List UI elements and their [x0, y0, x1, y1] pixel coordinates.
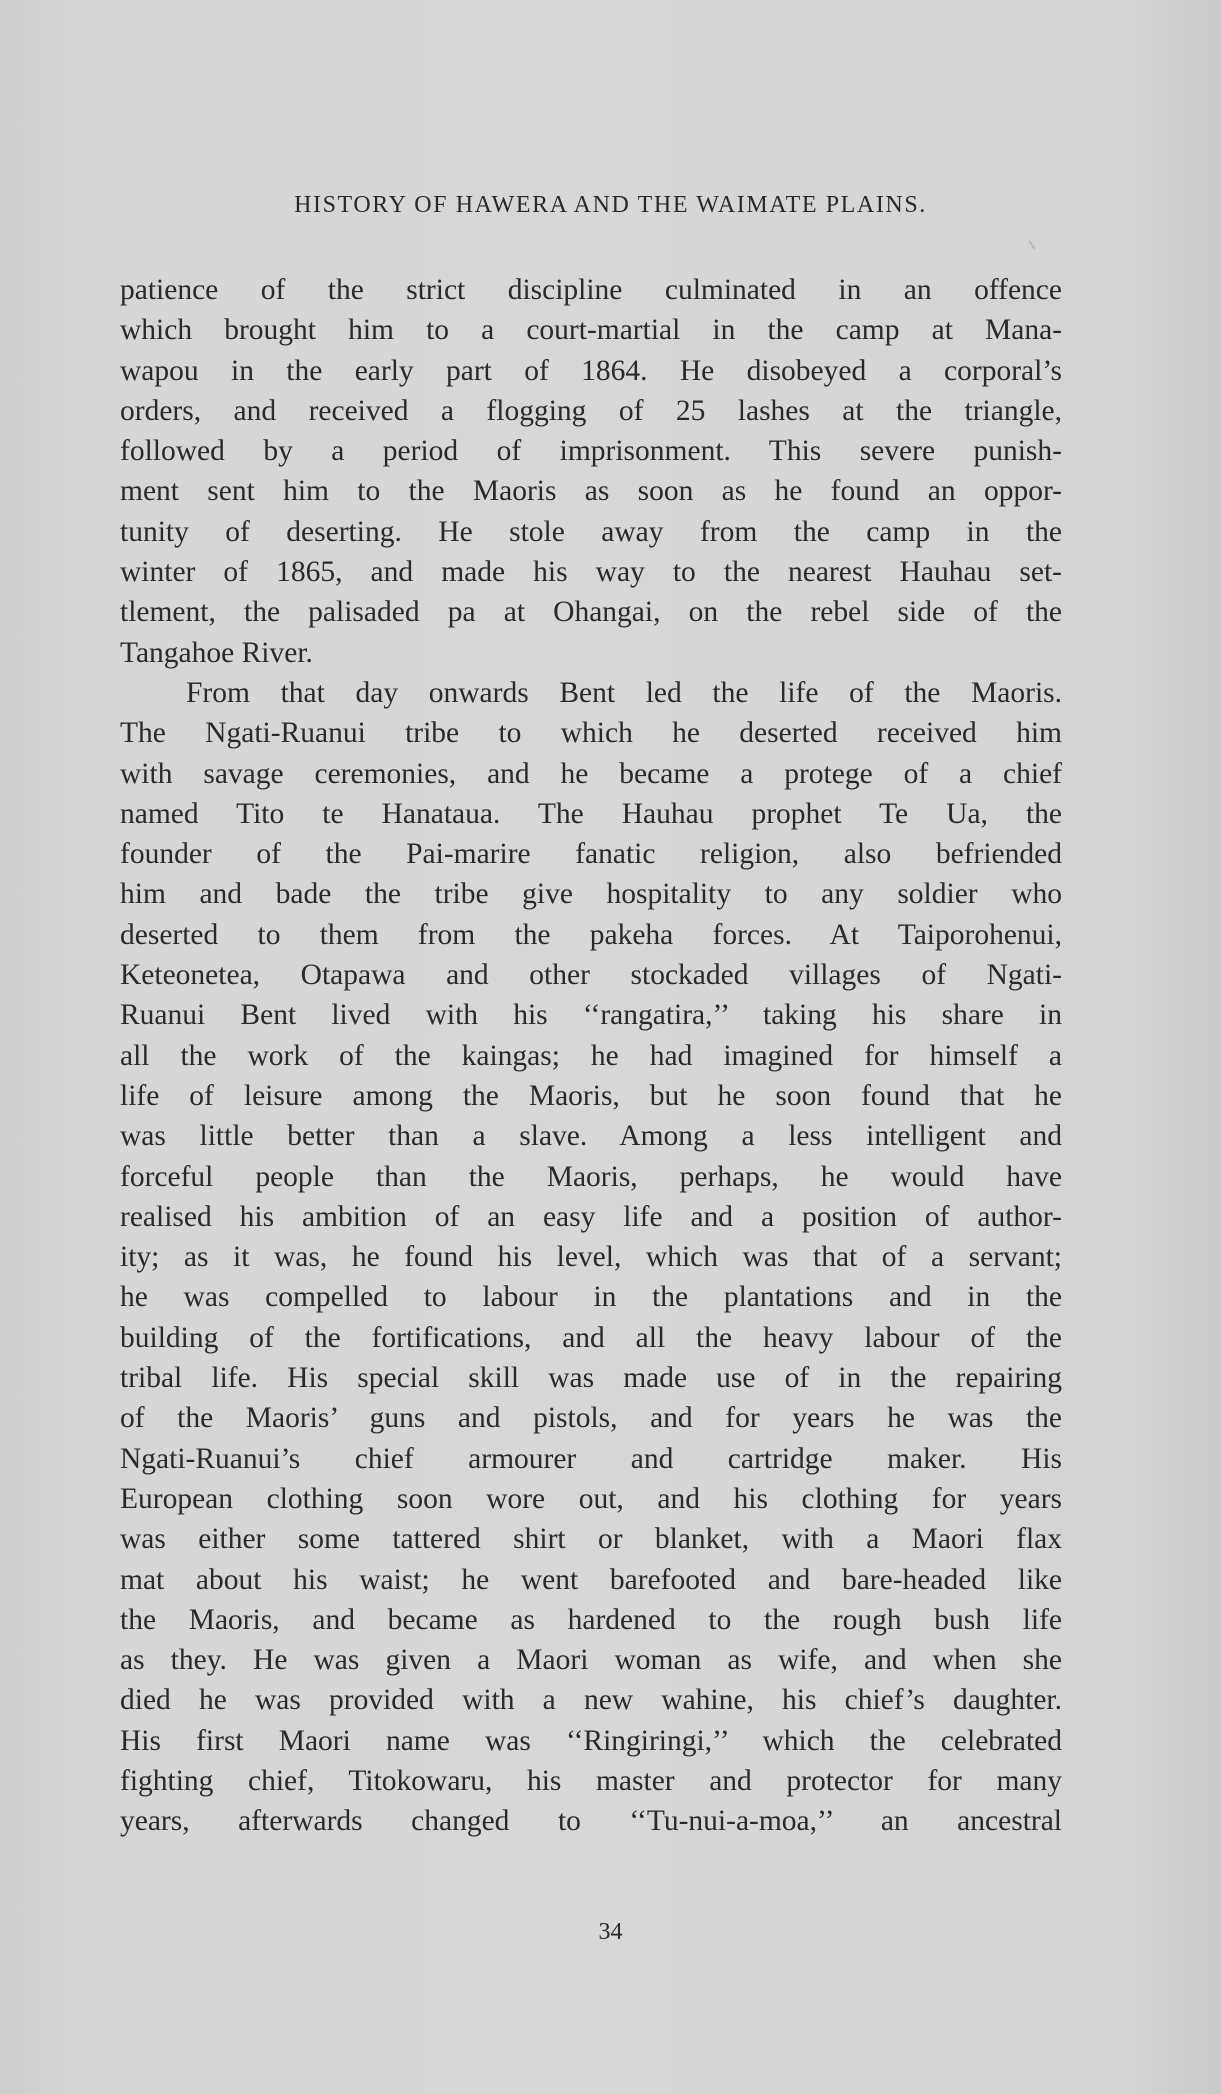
text-line: with savage ceremonies, and he became a protege of a chief	[120, 757, 1062, 790]
text-line: named Tito te Hanataua. The Hauhau prophet Te Ua, the	[120, 797, 1062, 830]
text-line: tlement, the palisaded pa at Ohangai, on the rebel side of the	[120, 596, 1062, 629]
text-line: the Maoris, and became as hardened to the rough bush life	[120, 1603, 1062, 1636]
text-line: building of the fortifications, and all the heavy labour of the	[120, 1321, 1062, 1354]
text-line: of the Maoris’ guns and pistols, and for years he was the	[120, 1402, 1062, 1435]
text-line: realised his ambition of an easy life and a position of author-	[120, 1200, 1062, 1233]
text-line: European clothing soon wore out, and his clothing for years	[120, 1482, 1062, 1515]
text-line: wapou in the early part of 1864. He disobeyed a corporal’s	[120, 354, 1062, 387]
text-line: was little better than a slave. Among a less intelligent and	[120, 1120, 1062, 1153]
text-line: Ruanui Bent lived with his ‘‘rangatira,’’ taking his share in	[120, 999, 1062, 1032]
page-number: 34	[598, 1919, 623, 1945]
paragraph	[120, 270, 1062, 673]
text-line: founder of the Pai-marire fanatic religion, also befriended	[120, 838, 1062, 871]
paper-speck	[1028, 240, 1035, 249]
text-line: life of leisure among the Maoris, but he soon found that he	[120, 1079, 1062, 1112]
text-line: years, afterwards changed to ‘‘Tu-nui-a-moa,’’ an ancestral	[120, 1805, 1062, 1838]
text-line: mat about his waist; he went barefooted and bare-headed like	[120, 1563, 1062, 1596]
running-head: HISTORY OF HAWERA AND THE WAIMATE PLAINS.	[294, 192, 927, 218]
text-line: Ngati-Ruanui’s chief armourer and cartridge maker. His	[120, 1442, 1062, 1475]
text-line: as they. He was given a Maori woman as wife, and when she	[120, 1644, 1062, 1677]
text-line: he was compelled to labour in the plantations and in the	[120, 1281, 1062, 1314]
text-line: The Ngati-Ruanui tribe to which he deserted received him	[120, 717, 1062, 750]
text-line: deserted to them from the pakeha forces. At Taiporohenui,	[120, 918, 1062, 951]
text-line: ment sent him to the Maoris as soon as he found an oppor-	[120, 475, 1062, 508]
paragraph	[120, 673, 1062, 1842]
text-line: died he was provided with a new wahine, his chief’s daughter.	[120, 1684, 1062, 1717]
text-line: was either some tattered shirt or blanket, with a Maori flax	[120, 1523, 1062, 1556]
text-line: him and bade the tribe give hospitality to any soldier who	[120, 878, 1062, 911]
text-line: forceful people than the Maoris, perhaps, he would have	[120, 1160, 1062, 1193]
text-line: Tangahoe River.	[120, 636, 313, 669]
text-line: all the work of the kaingas; he had imagined for himself a	[120, 1039, 1062, 1072]
text-line: followed by a period of imprisonment. This severe punish-	[120, 435, 1062, 468]
text-line: fighting chief, Titokowaru, his master and protector for many	[120, 1764, 1062, 1797]
text-line: ity; as it was, he found his level, which was that of a servant;	[120, 1241, 1062, 1274]
text-line: tunity of deserting. He stole away from the camp in the	[120, 515, 1062, 548]
text-line: Keteonetea, Otapawa and other stockaded villages of Ngati-	[120, 959, 1062, 992]
text-line: From that day onwards Bent led the life of the Maoris.	[186, 676, 1062, 709]
text-line: tribal life. His special skill was made use of in the repairing	[120, 1362, 1062, 1395]
text-line: orders, and received a flogging of 25 lashes at the triangle,	[120, 394, 1062, 427]
text-line: which brought him to a court-martial in the camp at Mana-	[120, 314, 1062, 347]
body-text	[120, 270, 1062, 1842]
text-line: His first Maori name was ‘‘Ringiringi,’’ which the celebrated	[120, 1724, 1062, 1757]
text-line: patience of the strict discipline culminated in an offence	[120, 274, 1062, 306]
text-line: winter of 1865, and made his way to the nearest Hauhau set-	[120, 556, 1062, 589]
